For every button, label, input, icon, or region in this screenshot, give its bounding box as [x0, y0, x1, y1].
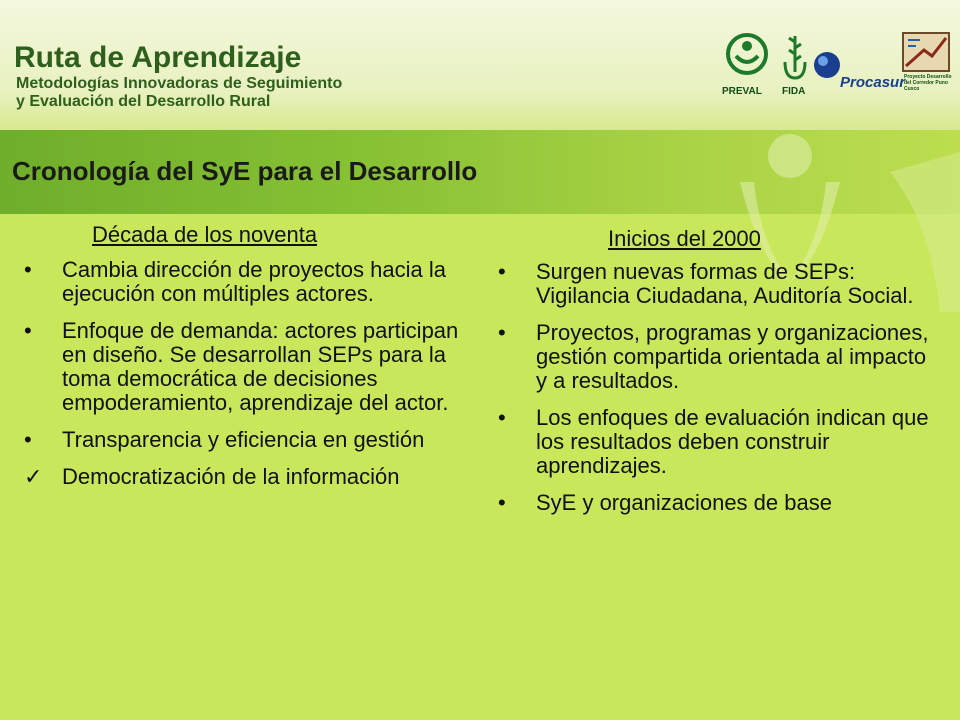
list-item — [498, 260, 938, 308]
list-item-text: Los enfoques de evaluación indican que los resultados deben construir aprendizajes. — [536, 405, 929, 478]
right-column-heading: Inicios del 2000 — [608, 226, 761, 251]
left-bullet-list — [24, 258, 464, 502]
procasur-globe — [812, 50, 842, 80]
checkmark-icon: ✓ — [24, 464, 43, 489]
list-item — [498, 406, 938, 478]
list-item — [24, 465, 464, 489]
bullet-icon: • — [498, 405, 506, 430]
list-item — [498, 321, 938, 393]
bullet-icon: • — [498, 490, 506, 515]
list-item — [498, 491, 938, 515]
preval-logo — [722, 32, 772, 86]
preval-logo-icon — [722, 32, 772, 86]
fida-logo-text: FIDA — [782, 86, 806, 97]
list-item-text: Proyectos, programas y organizaciones, gestión compartida orientada al impacto y a resultados. — [536, 320, 929, 393]
list-item — [24, 428, 464, 452]
globe-icon — [812, 50, 842, 80]
list-item-text: Transparencia y eficiencia en gestión — [62, 427, 425, 452]
corredor-logo — [902, 32, 950, 72]
list-item-text: Democratización de la información — [62, 464, 400, 489]
list-item-text: SyE y organizaciones de base — [536, 490, 832, 515]
header-subtitle-line2: y Evaluación del Desarrollo Rural — [16, 93, 271, 110]
slide-title: Cronología del SyE para el Desarrollo — [12, 156, 478, 186]
bullet-icon: • — [498, 320, 506, 345]
list-item — [24, 258, 464, 306]
list-item-text: Cambia dirección de proyectos hacia la ejecución con múltiples actores. — [62, 257, 446, 306]
bullet-icon: • — [24, 427, 32, 452]
corredor-logo-icon — [902, 32, 950, 72]
right-bullet-list — [498, 260, 938, 528]
header-subtitle-line1: Metodologías Innovadoras de Seguimiento — [16, 75, 343, 92]
fida-logo — [780, 32, 810, 86]
left-column-heading: Década de los noventa — [92, 222, 318, 247]
procasur-logo-text: Procasur — [840, 74, 906, 91]
fida-logo-icon — [780, 32, 810, 86]
preval-logo-text: PREVAL — [722, 86, 762, 97]
header-subtitle — [16, 75, 342, 111]
header-title: Ruta de Aprendizaje — [14, 41, 302, 74]
bullet-icon: • — [498, 259, 506, 284]
bullet-icon: • — [24, 257, 32, 282]
corredor-logo-text: Proyecto Desarrollo del Corredor Puno Cusco — [904, 74, 952, 92]
list-item-text: Surgen nuevas formas de SEPs: Vigilancia Ciudadana, Auditoría Social. — [536, 259, 914, 308]
list-item-text: Enfoque de demanda: actores participan en diseño. Se desarrollan SEPs para la toma democrática de decisiones empoderamiento, aprendizaje del actor. — [62, 318, 459, 415]
list-item — [24, 319, 464, 415]
bullet-icon: • — [24, 318, 32, 343]
